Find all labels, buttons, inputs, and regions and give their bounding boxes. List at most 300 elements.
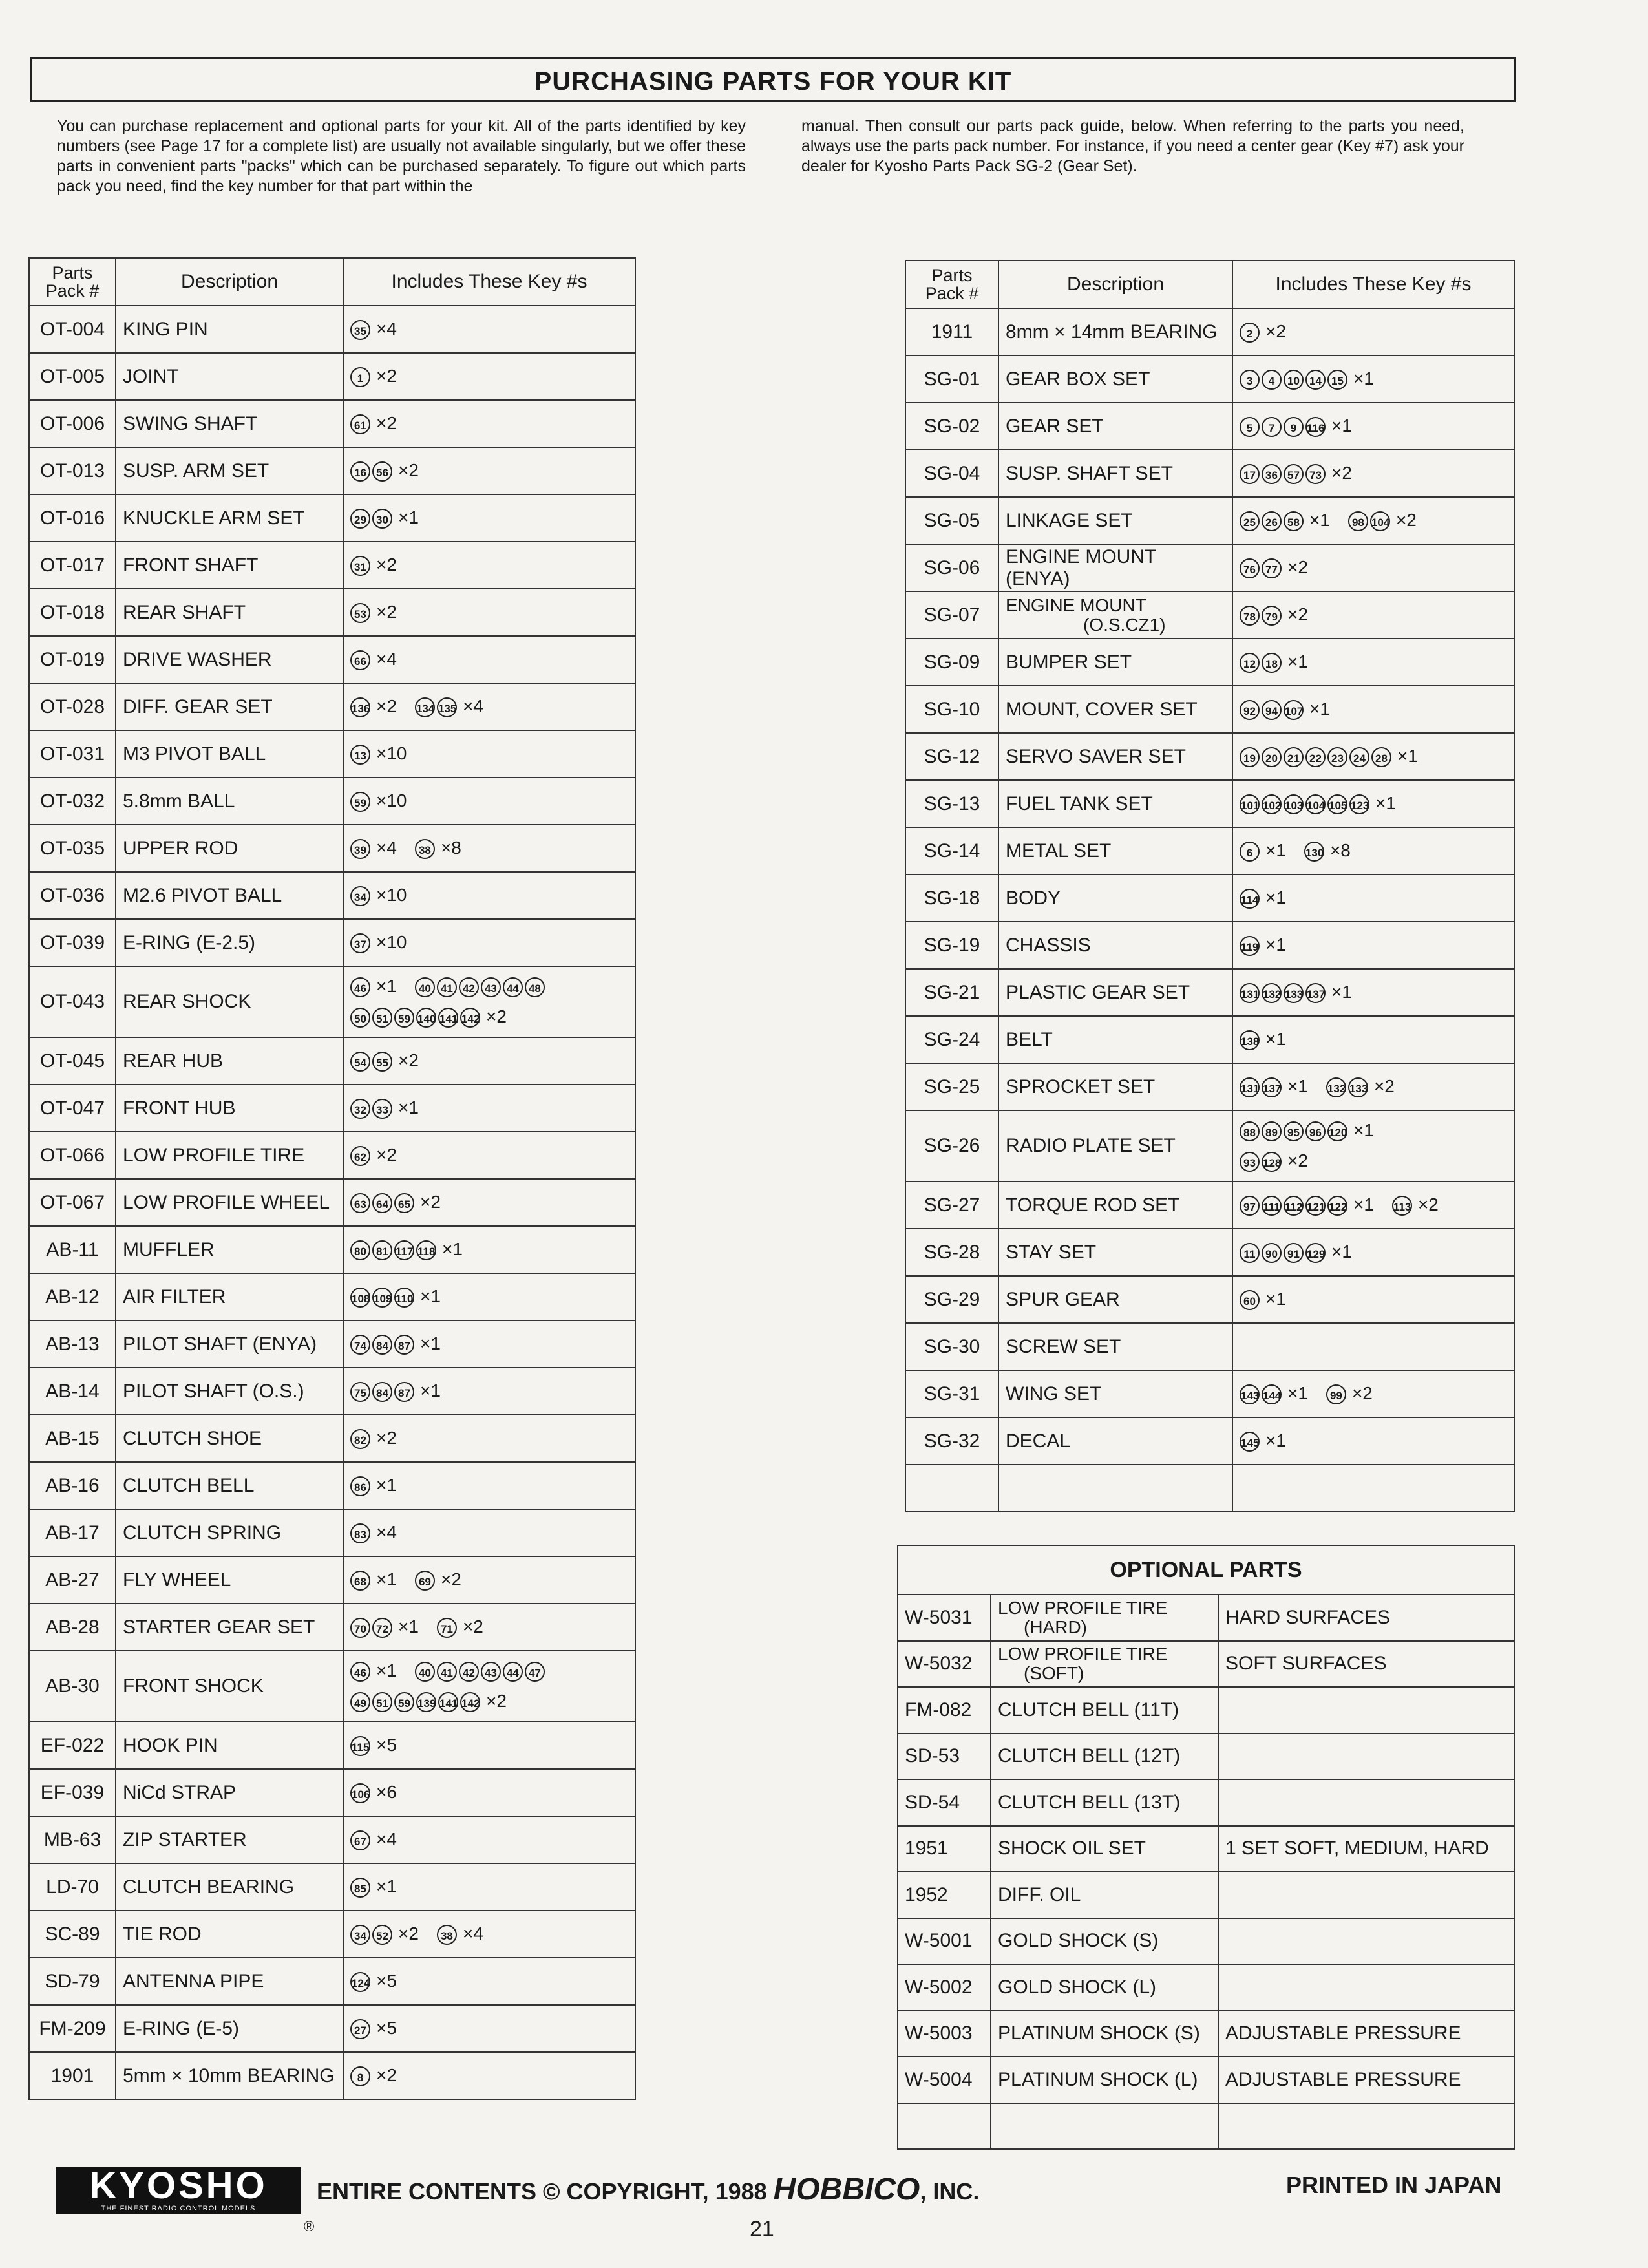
description-cell: PILOT SHAFT (O.S.) (116, 1368, 343, 1415)
description-cell: METAL SET (998, 827, 1232, 874)
pack-number-cell: SD-79 (29, 1958, 116, 2005)
key-number: 68 (350, 1571, 370, 1591)
description-cell: BELT (998, 1016, 1232, 1063)
keys-cell (343, 825, 635, 872)
keys-cell (343, 1273, 635, 1320)
description-cell: SUSP. ARM SET (116, 447, 343, 494)
page-title: PURCHASING PARTS FOR YOUR KIT (30, 57, 1516, 102)
pack-number-cell: AB-27 (29, 1556, 116, 1604)
key-number: 67 (350, 1830, 370, 1850)
key-number: 137 (1262, 1077, 1282, 1097)
key-number: 110 (394, 1288, 414, 1308)
keys-cell (1232, 1016, 1514, 1063)
key-number: 29 (350, 509, 370, 529)
key-quantity: ×4 (376, 1828, 397, 1849)
key-number: 78 (1240, 606, 1260, 626)
keys-cell (343, 1085, 635, 1132)
empty-cell (898, 2103, 991, 2150)
key-quantity: ×1 (442, 1238, 463, 1259)
key-number: 113 (1392, 1196, 1412, 1216)
key-number: 43 (481, 977, 501, 997)
key-number: 123 (1349, 794, 1369, 814)
pack-number-cell: SG-29 (905, 1276, 998, 1323)
key-quantity: ×1 (1353, 1119, 1374, 1140)
key-number: 33 (372, 1099, 392, 1119)
key-number: 44 (503, 977, 523, 997)
note-cell: HARD SURFACES (1218, 1595, 1514, 1641)
intro-right: manual. Then consult our parts pack guide, below. When referring to the parts you need, always use the parts pack number. For instance, if you need a center gear (Key #7) ask your dealer for Kyosho Parts Pack SG-2 (Gear Set). (801, 117, 1464, 175)
pack-number-cell: AB-17 (29, 1509, 116, 1556)
pack-number-cell: SG-21 (905, 969, 998, 1016)
description-cell: PLASTIC GEAR SET (998, 969, 1232, 1016)
keys-cell (1232, 639, 1514, 686)
pack-number-cell: OT-035 (29, 825, 116, 872)
description-cell: GEAR BOX SET (998, 355, 1232, 403)
table-row (29, 589, 635, 636)
key-number: 53 (350, 603, 370, 623)
key-quantity: ×4 (376, 837, 397, 858)
intro-left: You can purchase replacement and optional parts for your kit. All of the parts identified by key numbers (see Page 17 for a complete list) are usually not available singularly, but we offer these parts in convenient parts "packs" which can be purchased separately. To figure out which parts pack you need, find the key number for that part within the (57, 117, 746, 195)
pack-number-cell: OT-047 (29, 1085, 116, 1132)
key-number: 66 (350, 650, 370, 670)
description-cell: SHOCK OIL SET (991, 1826, 1218, 1872)
key-number: 94 (1262, 700, 1282, 720)
key-number: 30 (372, 509, 392, 529)
key-number: 80 (350, 1240, 370, 1260)
optional-row (898, 1826, 1514, 1872)
table-row (29, 919, 635, 966)
registered-mark: ® (304, 2218, 315, 2234)
pack-number-cell: 1911 (905, 308, 998, 355)
key-number: 128 (1262, 1152, 1282, 1172)
key-quantity: ×2 (420, 1191, 441, 1212)
pack-number-cell: OT-066 (29, 1132, 116, 1179)
key-number: 14 (1305, 370, 1326, 390)
table-row (905, 1110, 1514, 1182)
keys-cell (343, 447, 635, 494)
key-quantity: ×1 (376, 1876, 397, 1896)
key-quantity: ×1 (376, 1569, 397, 1589)
description-cell: ANTENNA PIPE (116, 1958, 343, 2005)
keys-cell (1232, 733, 1514, 780)
keys-cell (1232, 403, 1514, 450)
pack-number-cell: SG-30 (905, 1323, 998, 1370)
key-quantity: ×8 (1329, 840, 1351, 860)
description-cell: GEAR SET (998, 403, 1232, 450)
description-cell: FLY WHEEL (116, 1556, 343, 1604)
key-number: 92 (1240, 700, 1260, 720)
table-row (905, 874, 1514, 922)
description-cell: SPROCKET SET (998, 1063, 1232, 1110)
key-number: 40 (415, 977, 435, 997)
key-quantity: ×2 (440, 1569, 461, 1589)
note-cell (1218, 1918, 1514, 1965)
pack-number-cell: OT-005 (29, 353, 116, 400)
key-number: 6 (1240, 842, 1260, 862)
keys-cell (1232, 1182, 1514, 1229)
pack-number-cell: SG-06 (905, 544, 998, 591)
page-number: 21 (750, 2217, 774, 2242)
key-quantity: ×10 (376, 790, 407, 811)
key-quantity: ×1 (1375, 792, 1396, 813)
pack-number-cell: OT-019 (29, 636, 116, 683)
key-quantity: ×1 (420, 1286, 441, 1306)
pack-number-cell: SG-07 (905, 591, 998, 639)
keys-cell (343, 1368, 635, 1415)
pack-number-cell: OT-039 (29, 919, 116, 966)
description-cell: LOW PROFILE WHEEL (116, 1179, 343, 1226)
description-cell: SUSP. SHAFT SET (998, 450, 1232, 497)
description-cell: STARTER GEAR SET (116, 1604, 343, 1651)
keys-cell (343, 306, 635, 353)
keys-cell (343, 1226, 635, 1273)
key-number: 98 (1348, 511, 1368, 531)
pack-number-cell: SG-24 (905, 1016, 998, 1063)
table-row (29, 730, 635, 778)
key-number: 24 (1349, 747, 1369, 767)
key-number: 62 (350, 1146, 370, 1166)
key-number: 132 (1262, 983, 1282, 1003)
key-number: 59 (394, 1008, 414, 1028)
key-number: 134 (415, 697, 435, 717)
key-quantity: ×2 (376, 554, 397, 575)
key-number: 55 (372, 1052, 392, 1072)
table-row (905, 497, 1514, 544)
note-cell (1218, 1779, 1514, 1826)
key-number: 115 (350, 1736, 370, 1756)
pack-number-cell: MB-63 (29, 1816, 116, 1863)
key-number: 3 (1240, 370, 1260, 390)
key-number: 106 (350, 1783, 370, 1803)
description-cell: REAR HUB (116, 1037, 343, 1085)
pack-number-cell: SG-02 (905, 403, 998, 450)
key-quantity: ×1 (1265, 840, 1286, 860)
key-number: 38 (415, 839, 435, 859)
key-number: 70 (350, 1618, 370, 1638)
key-quantity: ×1 (1353, 368, 1374, 388)
table-row (905, 1016, 1514, 1063)
keys-cell (343, 966, 635, 1037)
table-row (29, 1863, 635, 1911)
optional-row (898, 1918, 1514, 1965)
key-number: 142 (460, 1008, 480, 1028)
pack-number-cell: SG-04 (905, 450, 998, 497)
pack-number-cell: AB-16 (29, 1462, 116, 1509)
key-number: 120 (1327, 1121, 1347, 1141)
key-quantity: ×1 (1309, 698, 1330, 719)
key-quantity: ×10 (376, 931, 407, 952)
description-cell: ENGINE MOUNT (ENYA) (998, 544, 1232, 591)
description-cell: FRONT SHAFT (116, 542, 343, 589)
description-cell: DRIVE WASHER (116, 636, 343, 683)
key-number: 85 (350, 1878, 370, 1898)
pack-number-cell: OT-067 (29, 1179, 116, 1226)
key-quantity: ×2 (376, 1427, 397, 1448)
key-number: 18 (1262, 653, 1282, 673)
optional-row (898, 1779, 1514, 1826)
key-number: 124 (350, 1972, 370, 1992)
keys-cell (343, 400, 635, 447)
description-cell: LINKAGE SET (998, 497, 1232, 544)
key-number: 104 (1305, 794, 1326, 814)
key-number: 57 (1284, 464, 1304, 484)
description-cell: LOW PROFILE TIRE (SOFT) (991, 1641, 1218, 1688)
table-row (29, 1462, 635, 1509)
table-row (29, 353, 635, 400)
note-cell: ADJUSTABLE PRESSURE (1218, 2011, 1514, 2057)
table-row (29, 494, 635, 542)
key-number: 93 (1240, 1152, 1260, 1172)
description-cell: AIR FILTER (116, 1273, 343, 1320)
key-quantity: ×4 (376, 318, 397, 339)
key-number: 97 (1240, 1196, 1260, 1216)
key-number: 104 (1370, 511, 1390, 531)
table-row (905, 1417, 1514, 1465)
key-quantity: ×4 (462, 1923, 483, 1944)
key-quantity: ×10 (376, 884, 407, 905)
key-quantity: ×8 (440, 837, 461, 858)
key-quantity: ×5 (376, 1970, 397, 1991)
description-cell: KING PIN (116, 306, 343, 353)
description-cell: PILOT SHAFT (ENYA) (116, 1320, 343, 1368)
description-cell: 5.8mm BALL (116, 778, 343, 825)
keys-cell (343, 1769, 635, 1816)
key-number: 51 (372, 1692, 392, 1712)
key-number: 108 (350, 1288, 370, 1308)
keys-cell (343, 542, 635, 589)
key-number: 32 (350, 1099, 370, 1119)
table-row (905, 1323, 1514, 1370)
copyright-line: ENTIRE CONTENTS © COPYRIGHT, 1988 HOBBICO, INC. (317, 2172, 980, 2207)
key-number: 40 (415, 1662, 435, 1682)
header-keys: Includes These Key #s (1232, 260, 1514, 308)
description-cell: DIFF. OIL (991, 1872, 1218, 1918)
key-number: 58 (1284, 511, 1304, 531)
key-number: 91 (1284, 1243, 1304, 1263)
key-quantity: ×1 (376, 1660, 397, 1680)
keys-cell (343, 2005, 635, 2052)
description-cell: LOW PROFILE TIRE (HARD) (991, 1595, 1218, 1641)
key-quantity: ×1 (376, 975, 397, 996)
pack-number-cell: AB-14 (29, 1368, 116, 1415)
optional-parts-table (897, 1545, 1515, 2150)
keys-cell (343, 1651, 635, 1722)
key-quantity: ×2 (398, 1923, 419, 1944)
table-row (29, 1085, 635, 1132)
empty-cell (998, 1465, 1232, 1512)
keys-cell (1232, 686, 1514, 733)
key-quantity: ×2 (1287, 1150, 1308, 1171)
note-cell: SOFT SURFACES (1218, 1641, 1514, 1688)
pack-number-cell: 1951 (898, 1826, 991, 1872)
key-number: 7 (1262, 417, 1282, 437)
key-number: 141 (438, 1008, 458, 1028)
pack-number-cell: W-5031 (898, 1595, 991, 1641)
pack-number-cell: AB-11 (29, 1226, 116, 1273)
key-number: 73 (1305, 464, 1326, 484)
pack-number-cell: SG-26 (905, 1110, 998, 1182)
key-quantity: ×1 (1287, 1076, 1308, 1096)
description-cell: LOW PROFILE TIRE (116, 1132, 343, 1179)
description-cell: M2.6 PIVOT BALL (116, 872, 343, 919)
table-row (29, 1226, 635, 1273)
pack-number-cell: SG-14 (905, 827, 998, 874)
key-quantity: ×2 (398, 460, 419, 480)
keys-cell (343, 1179, 635, 1226)
hobbico-logo: HOBBICO (773, 2172, 920, 2207)
key-quantity: ×2 (1287, 556, 1308, 577)
keys-cell (343, 1911, 635, 1958)
key-number: 42 (459, 1662, 479, 1682)
description-cell: GOLD SHOCK (L) (991, 1964, 1218, 2011)
key-quantity: ×1 (1265, 887, 1286, 907)
description-cell: NiCd STRAP (116, 1769, 343, 1816)
optional-row (898, 1733, 1514, 1780)
kyosho-logo: KYOSHO THE FINEST RADIO CONTROL MODELS (56, 2167, 301, 2214)
pack-number-cell: SG-09 (905, 639, 998, 686)
keys-cell (1232, 780, 1514, 827)
key-number: 143 (1240, 1384, 1260, 1404)
table-row (905, 922, 1514, 969)
description-cell: CLUTCH BELL (11T) (991, 1687, 1218, 1733)
description-cell: FRONT SHOCK (116, 1651, 343, 1722)
note-cell (1218, 1733, 1514, 1780)
description-cell: CLUTCH BELL (13T) (991, 1779, 1218, 1826)
key-number: 54 (350, 1052, 370, 1072)
key-number: 101 (1240, 794, 1260, 814)
key-number: 82 (350, 1429, 370, 1449)
description-cell: CLUTCH BEARING (116, 1863, 343, 1911)
optional-row (898, 1641, 1514, 1688)
key-number: 109 (372, 1288, 392, 1308)
key-number: 103 (1284, 794, 1304, 814)
key-number: 17 (1240, 464, 1260, 484)
key-number: 56 (372, 461, 392, 482)
pack-number-cell: SG-12 (905, 733, 998, 780)
key-number: 61 (350, 414, 370, 434)
pack-number-cell: SG-13 (905, 780, 998, 827)
key-number: 38 (437, 1925, 457, 1945)
keys-cell (343, 1604, 635, 1651)
keys-cell (1232, 308, 1514, 355)
keys-cell (343, 1556, 635, 1604)
table-row (905, 1182, 1514, 1229)
keys-cell (1232, 922, 1514, 969)
pack-number-cell: AB-13 (29, 1320, 116, 1368)
key-number: 118 (416, 1240, 436, 1260)
table-row (29, 2052, 635, 2099)
key-number: 27 (350, 2019, 370, 2039)
key-number: 59 (350, 792, 370, 812)
key-number: 64 (372, 1193, 392, 1213)
key-quantity: ×1 (1265, 1288, 1286, 1309)
description-cell: KNUCKLE ARM SET (116, 494, 343, 542)
key-number: 79 (1262, 606, 1282, 626)
key-quantity: ×2 (462, 1616, 483, 1637)
key-number: 41 (437, 1662, 457, 1682)
table-row (905, 1276, 1514, 1323)
pack-number-cell: SG-05 (905, 497, 998, 544)
keys-cell (343, 636, 635, 683)
key-number: 102 (1262, 794, 1282, 814)
pack-number-cell: SD-53 (898, 1733, 991, 1780)
key-quantity: ×2 (1331, 462, 1352, 483)
key-number: 65 (394, 1193, 414, 1213)
keys-cell (343, 872, 635, 919)
pack-number-cell: SD-54 (898, 1779, 991, 1826)
table-row (905, 355, 1514, 403)
table-row (905, 591, 1514, 639)
description-cell: FUEL TANK SET (998, 780, 1232, 827)
keys-cell (343, 589, 635, 636)
key-number: 89 (1262, 1121, 1282, 1141)
key-number: 59 (394, 1692, 414, 1712)
key-number: 129 (1305, 1243, 1326, 1263)
pack-number-cell: EF-022 (29, 1722, 116, 1769)
key-quantity: ×1 (1353, 1194, 1374, 1214)
key-quantity: ×2 (376, 412, 397, 433)
key-number: 84 (372, 1335, 392, 1355)
note-cell (1218, 1872, 1514, 1918)
key-quantity: ×1 (1287, 1383, 1308, 1403)
description-cell: ZIP STARTER (116, 1816, 343, 1863)
key-quantity: ×1 (1287, 651, 1308, 672)
table-row (905, 639, 1514, 686)
parts-table-left (28, 257, 636, 2100)
parts-table-right (905, 260, 1515, 1512)
table-row (29, 542, 635, 589)
key-quantity: ×2 (376, 601, 397, 622)
key-number: 31 (350, 556, 370, 576)
key-number: 51 (372, 1008, 392, 1028)
key-quantity: ×1 (1265, 934, 1286, 955)
key-number: 49 (350, 1692, 370, 1712)
table-row (29, 1958, 635, 2005)
pack-number-cell: FM-082 (898, 1687, 991, 1733)
description-cell: SPUR GEAR (998, 1276, 1232, 1323)
key-number: 136 (350, 697, 370, 717)
key-number: 5 (1240, 417, 1260, 437)
table-row (905, 1229, 1514, 1276)
table-row (29, 966, 635, 1037)
key-number: 121 (1305, 1196, 1326, 1216)
table-row (29, 1179, 635, 1226)
pack-number-cell: OT-031 (29, 730, 116, 778)
pack-number-cell: 1901 (29, 2052, 116, 2099)
table-row (29, 1320, 635, 1368)
key-quantity: ×6 (376, 1781, 397, 1802)
description-cell: MUFFLER (116, 1226, 343, 1273)
key-quantity: ×2 (1265, 321, 1286, 341)
description-cell: DIFF. GEAR SET (116, 683, 343, 730)
key-number: 1 (350, 367, 370, 387)
keys-cell (343, 1132, 635, 1179)
pack-number-cell: OT-004 (29, 306, 116, 353)
keys-cell (343, 1958, 635, 2005)
key-number: 47 (525, 1662, 545, 1682)
key-number: 37 (350, 933, 370, 953)
key-number: 11 (1240, 1243, 1260, 1263)
description-cell: TORQUE ROD SET (998, 1182, 1232, 1229)
key-number: 34 (350, 1925, 370, 1945)
key-quantity: ×1 (1265, 1430, 1286, 1450)
keys-cell (1232, 1229, 1514, 1276)
key-number: 142 (460, 1692, 480, 1712)
key-quantity: ×4 (376, 1521, 397, 1542)
optional-row (898, 1595, 1514, 1641)
table-row (29, 1556, 635, 1604)
keys-cell (1232, 497, 1514, 544)
